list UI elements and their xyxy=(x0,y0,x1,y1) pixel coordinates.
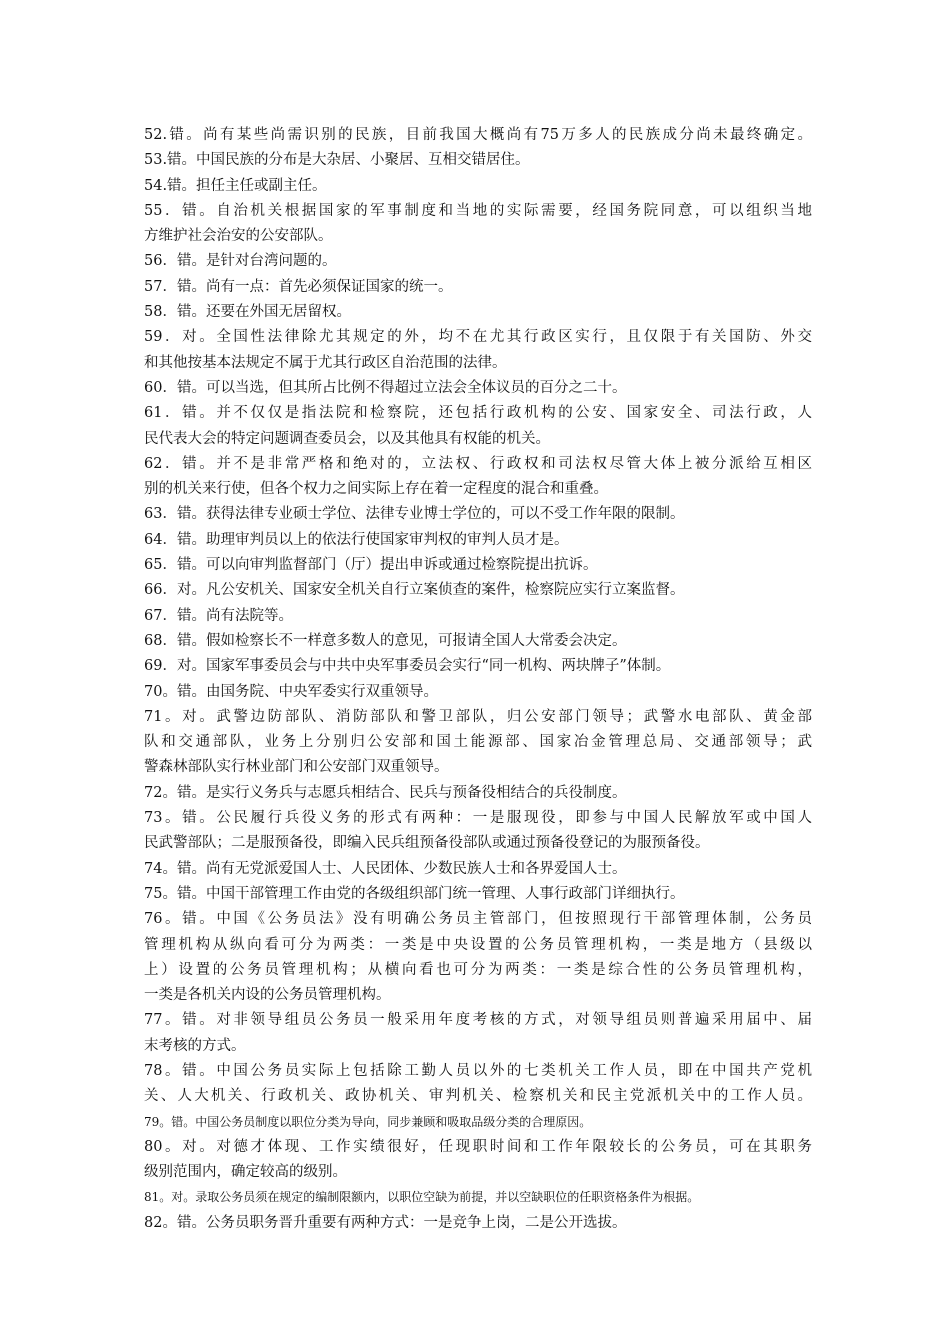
text-line: 52.错。尚有某些尚需识别的民族，目前我国大概尚有75万多人的民族成分尚未最终确定。 xyxy=(144,127,812,143)
text-line: 79。错。中国公务员制度以职位分类为导向，同步兼顾和吸取品级分类的合理原因。 xyxy=(144,1114,592,1129)
text-line: 66．对。凡公安机关、国家安全机关自行立案侦查的案件，检察院应实行立案监督。 xyxy=(144,582,685,599)
text-line: 80。对。对德才体现、工作实绩很好，任现职时间和工作年限较长的公务员，可在其职务 xyxy=(144,1138,812,1155)
text-line: 72。错。是实行义务兵与志愿兵相结合、民兵与预备役相结合的兵役制度。 xyxy=(144,784,627,801)
text-line: 关、人大机关、行政机关、政协机关、审判机关、检察机关和民主党派机关中的工作人员。 xyxy=(144,1088,812,1105)
text-line: 73。错。公民履行兵役义务的形式有两种：一是服现役，即参与中国人民解放军或中国人 xyxy=(144,810,812,827)
text-line: 56．错。是针对台湾问题的。 xyxy=(144,253,337,270)
text-line: 77。错。对非领导组员公务员一般采用年度考核的方式，对领导组员则普遍采用届中、届 xyxy=(144,1012,812,1029)
text-line: 58．错。还要在外国无居留权。 xyxy=(144,304,351,321)
text-line: 59．对。全国性法律除尤其规定的外，均不在尤其行政区实行，且仅限于有关国防、外交 xyxy=(144,329,812,346)
text-line: 和其他按基本法规定不属于尤其行政区自治范围的法律。 xyxy=(144,354,507,371)
text-line: 76。错。中国《公务员法》没有明确公务员主管部门，但按照现行干部管理体制，公务员 xyxy=(144,911,812,928)
text-line: 队和交通部队，业务上分别归公安部和国土能源部、国家冶金管理总局、交通部领导；武 xyxy=(144,734,812,751)
text-line: 60．错。可以当选，但其所占比例不得超过立法会全体议员的百分之二十。 xyxy=(144,379,627,396)
text-line: 65．错。可以向审判监督部门（厅）提出申诉或通过检察院提出抗诉。 xyxy=(144,557,598,574)
text-line: 81。对。录取公务员须在规定的编制限额内，以职位空缺为前提，并以空缺职位的任职资格条件为根据。 xyxy=(144,1190,700,1205)
text-line: 55．错。自治机关根据国家的军事制度和当地的实际需要，经国务院同意，可以组织当地 xyxy=(144,202,812,219)
text-line: 级别范围内，确定较高的级别。 xyxy=(144,1164,347,1181)
text-line: 70。错。由国务院、中央军委实行双重领导。 xyxy=(144,683,438,700)
text-line: 53.错。中国民族的分布是大杂居、小聚居、互相交错居住。 xyxy=(144,152,530,169)
text-line: 民武警部队；二是服预备役，即编入民兵组预备役部队或通过预备役登记的为服预备役。 xyxy=(144,835,710,852)
text-line: 68．错。假如检察长不一样意多数人的意见，可报请全国人大常委会决定。 xyxy=(144,632,627,649)
text-line: 54.错。担任主任或副主任。 xyxy=(144,177,327,194)
text-line: 62．错。并不是非常严格和绝对的，立法权、行政权和司法权尽管大体上被分派给互相区 xyxy=(144,455,812,472)
text-line: 75。错。中国干部管理工作由党的各级组织部门统一管理、人事行政部门详细执行。 xyxy=(144,885,685,902)
text-line: 69．对。国家军事委员会与中共中央军事委员会实行“同一机构、两块牌子”体制。 xyxy=(144,658,671,675)
text-line: 67．错。尚有法院等。 xyxy=(144,607,293,624)
text-line: 82。错。公务员职务晋升重要有两种方式：一是竞争上岗，二是公开选拔。 xyxy=(144,1214,627,1231)
text-line: 警森林部队实行林业部门和公安部门双重领导。 xyxy=(144,759,449,776)
text-line: 民代表大会的特定问题调查委员会，以及其他具有权能的机关。 xyxy=(144,430,550,447)
text-line: 上）设置的公务员管理机构；从横向看也可分为两类：一类是综合性的公务员管理机构， xyxy=(144,961,812,978)
text-line: 74。错。尚有无党派爱国人士、人民团体、少数民族人士和各界爱国人士。 xyxy=(144,860,627,877)
text-line: 78。错。中国公务员实际上包括除工勤人员以外的七类机关工作人员，即在中国共产党机 xyxy=(144,1062,812,1079)
text-line: 57．错。尚有一点：首先必须保证国家的统一。 xyxy=(144,278,453,295)
answer-list xyxy=(144,123,812,1236)
text-line: 方维护社会治安的公安部队。 xyxy=(144,228,333,245)
text-line: 71。对。武警边防部队、消防部队和警卫部队，归公安部门领导；武警水电部队、黄金部 xyxy=(144,708,812,725)
text-line: 末考核的方式。 xyxy=(144,1037,246,1054)
text-line: 一类是各机关内设的公务员管理机构。 xyxy=(144,987,391,1004)
text-line: 63．错。获得法律专业硕士学位、法律专业博士学位的，可以不受工作年限的限制。 xyxy=(144,506,685,523)
text-line: 别的机关来行使，但各个权力之间实际上存在着一定程度的混合和重叠。 xyxy=(144,481,608,498)
text-line: 管理机构从纵向看可分为两类：一类是中央设置的公务员管理机构，一类是地方（县级以 xyxy=(144,936,812,953)
text-line: 64．错。助理审判员以上的依法行使国家审判权的审判人员才是。 xyxy=(144,531,569,548)
text-line: 61．错。并不仅仅是指法院和检察院，还包括行政机构的公安、国家安全、司法行政，人 xyxy=(144,405,812,422)
